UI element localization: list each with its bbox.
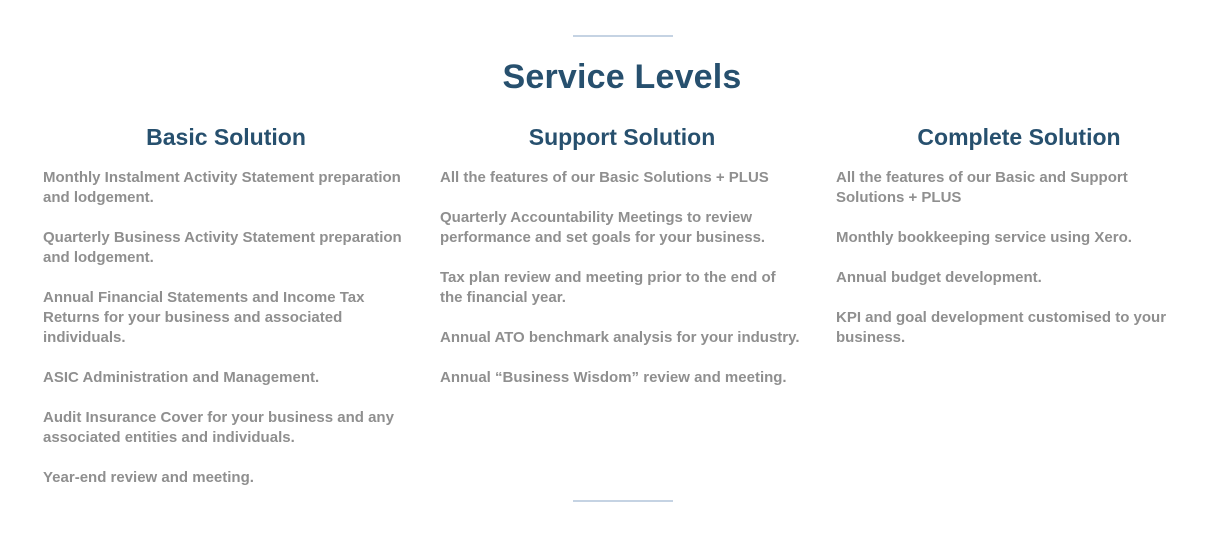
list-item: Monthly bookkeeping service using Xero.: [836, 229, 1132, 246]
top-divider: [573, 35, 673, 37]
column-title-basic: Basic Solution: [146, 124, 306, 150]
list-item: Audit Insurance Cover for your business and any associated entities and individuals.: [43, 409, 394, 446]
list-item: All the features of our Basic and Support Solutions + PLUS: [836, 169, 1128, 206]
feature-list-support: [440, 168, 802, 388]
list-item: KPI and goal development customised to your business.: [836, 309, 1167, 346]
list-item: ASIC Administration and Management.: [43, 369, 320, 386]
list-item: All the features of our Basic Solutions + PLUS: [440, 169, 769, 186]
column-complete-solution: [836, 121, 1198, 368]
page-title: Service Levels: [502, 58, 742, 96]
list-item: Year-end review and meeting.: [43, 469, 254, 486]
list-item: Annual ATO benchmark analysis for your industry.: [440, 329, 800, 346]
feature-list-complete: [836, 168, 1198, 348]
list-item: Monthly Instalment Activity Statement preparation and lodgement.: [43, 169, 401, 206]
feature-list-basic: [43, 168, 405, 488]
bottom-divider: [573, 500, 673, 502]
column-title-complete: Complete Solution: [917, 124, 1121, 150]
column-title-support: Support Solution: [528, 124, 716, 150]
list-item: Quarterly Accountability Meetings to review performance and set goals for your business.: [440, 209, 766, 246]
column-support-solution: [440, 121, 802, 408]
column-basic-solution: [43, 121, 405, 508]
list-item: Tax plan review and meeting prior to the end of the financial year.: [440, 269, 776, 306]
list-item: Quarterly Business Activity Statement preparation and lodgement.: [43, 229, 402, 266]
list-item: Annual budget development.: [836, 269, 1042, 286]
list-item: Annual “Business Wisdom” review and meeting.: [440, 369, 787, 386]
list-item: Annual Financial Statements and Income Tax Returns for your business and associated individuals.: [43, 289, 365, 346]
